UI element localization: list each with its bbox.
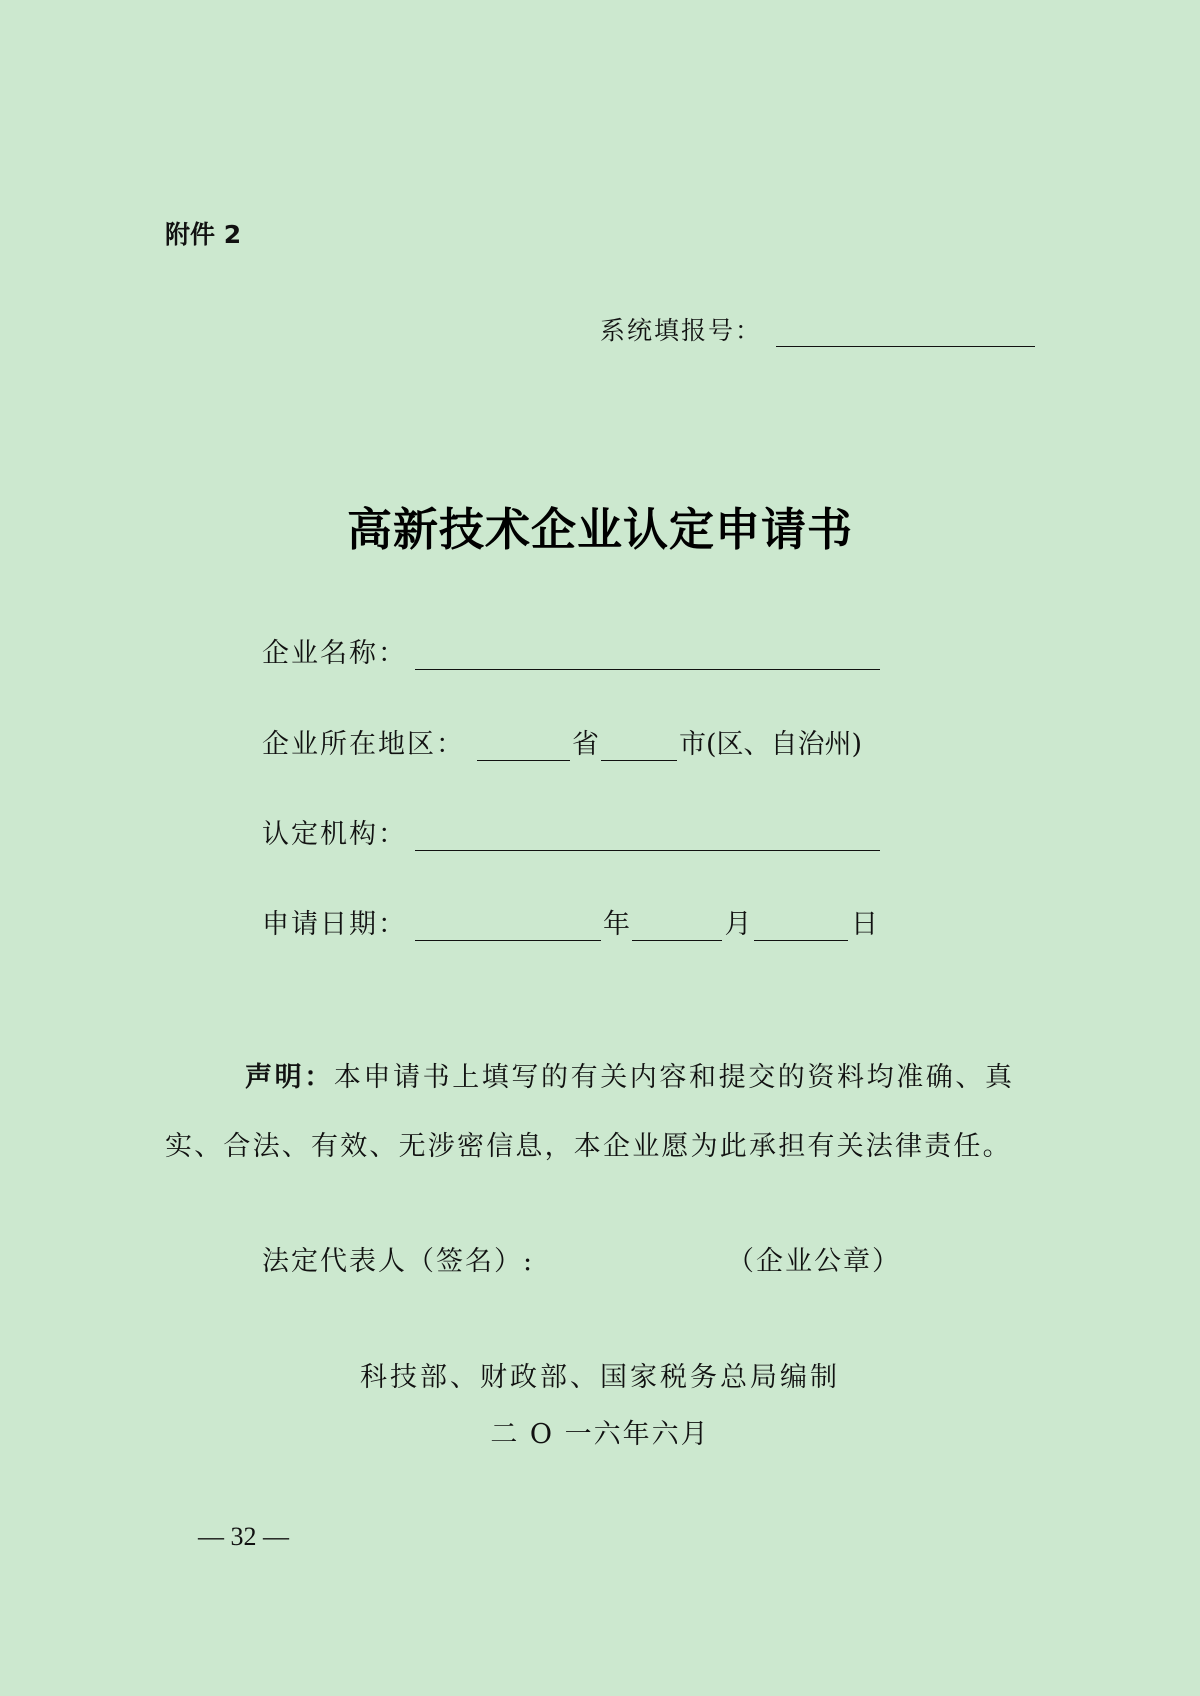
city-suffix: 市(区、自治州) (679, 729, 863, 760)
application-date-label: 申请日期： (262, 909, 407, 940)
province-suffix: 省 (572, 729, 599, 760)
legal-representative-signature-label: 法定代表人（签名）: (262, 1246, 535, 1277)
city-field (601, 729, 677, 761)
authority-row (262, 819, 880, 851)
day-suffix: 日 (851, 909, 878, 940)
attachment-label: 附件 2 (165, 220, 242, 249)
declaration-label: 声明： (245, 1062, 334, 1093)
year-suffix: 年 (603, 909, 630, 940)
company-seal-label: （企业公章） (727, 1246, 901, 1277)
page-number: — 32 — (198, 1522, 289, 1551)
region-label: 企业所在地区： (262, 729, 465, 760)
application-date-row (262, 909, 878, 941)
authority-field (415, 819, 880, 851)
declaration-line-1 (245, 1062, 1015, 1094)
month-suffix: 月 (724, 909, 752, 940)
company-name-row (262, 638, 880, 670)
region-row (262, 729, 862, 761)
system-number-field (776, 315, 1035, 347)
declaration-text-1: 本申请书上填写的有关内容和提交的资料均准确、真 (333, 1062, 1015, 1093)
system-number-row (600, 315, 1035, 347)
authority-label: 认定机构： (262, 819, 407, 850)
issue-date: 二 O 一六年六月 (490, 1419, 710, 1450)
province-field (477, 729, 570, 761)
company-name-label: 企业名称： (262, 638, 407, 669)
system-number-label: 系统填报号： (600, 316, 763, 345)
page-title: 高新技术企业认定申请书 (346, 503, 853, 556)
day-field (754, 909, 848, 941)
declaration-line-2: 实、合法、有效、无涉密信息，本企业愿为此承担有关法律责任。 (165, 1131, 1012, 1162)
month-field (632, 909, 722, 941)
company-name-field (415, 638, 880, 670)
issuer-line: 科技部、财政部、国家税务总局编制 (360, 1362, 840, 1393)
year-field (415, 909, 601, 941)
